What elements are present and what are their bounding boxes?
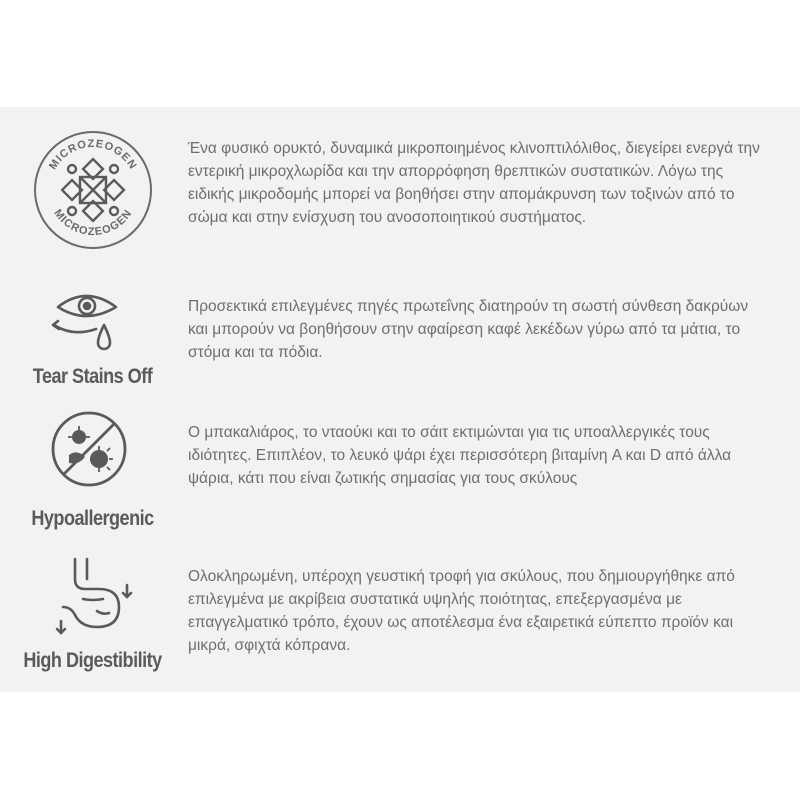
feature-description: Ένα φυσικό ορυκτό, δυναμικά μικροποιημένος κλινοπτιλόλιθος, διεγείρει ενεργά την εντερική μικροχλωρίδα και την απορρόφηση θρεπτικών συστατικών. Λόγω της ειδικής μικροδομής μπορεί να βοηθήσει στην απομάκρυνση των τοξινών από το σώμα και στην ενίσχυση του ανοσοποιητικού συστήματος. xyxy=(188,140,760,226)
feature-description: Προσεκτικά επιλεγμένες πηγές πρωτεΐνης διατηρούν τη σωστή σύνθεση δακρύων και μπορούν να βοηθήσουν στην αφαίρεση καφέ λεκέδων γύρω από τα μάτια, το στόμα και τα πόδια. xyxy=(188,298,749,361)
feature-icon-column xyxy=(0,407,185,537)
svg-text:MICROZEOGEN: MICROZEOGEN xyxy=(51,207,135,239)
feature-icon-column xyxy=(0,555,185,685)
feature-description: Ολοκληρωμένη, υπέροχη γευστική τροφή για σκύλους, που δημιουργήθηκε από επιλεγμένα με ακρίβεια συστατικά υψηλής ποιότητας, επεξεργασμένα με επαγγελματικό τρόπο, έχουν ως αποτέλεσμα ένα εξαιρετικά εύπεπτο προϊόν και μικρά, σφιχτά κόπρανα. xyxy=(188,568,735,654)
eye-tear-icon xyxy=(48,285,128,355)
svg-text:MICROZEOGEN: MICROZEOGEN xyxy=(47,137,140,172)
no-allergens-icon xyxy=(47,407,131,491)
feature-label: High Digestibility xyxy=(23,649,162,672)
feature-icon-column xyxy=(0,285,185,415)
stomach-icon xyxy=(53,555,133,637)
features-panel xyxy=(0,107,800,692)
microzeogen-badge-icon xyxy=(28,125,158,255)
feature-description: Ο μπακαλιάρος, το νταούκι και το σάιτ εκτιμώνται για τις υποαλλεργικές τους ιδιότητες. Επιπλέον, το λευκό ψάρι έχει περισσότερη βιταμίνη A και D από άλλα ψάρια, κάτι που είναι ζωτικής σημασίας για τους σκύλους xyxy=(188,424,732,487)
feature-label: Tear Stains Off xyxy=(32,365,153,388)
feature-label: Hypoallergenic xyxy=(31,507,154,530)
feature-icon-column xyxy=(0,127,185,257)
